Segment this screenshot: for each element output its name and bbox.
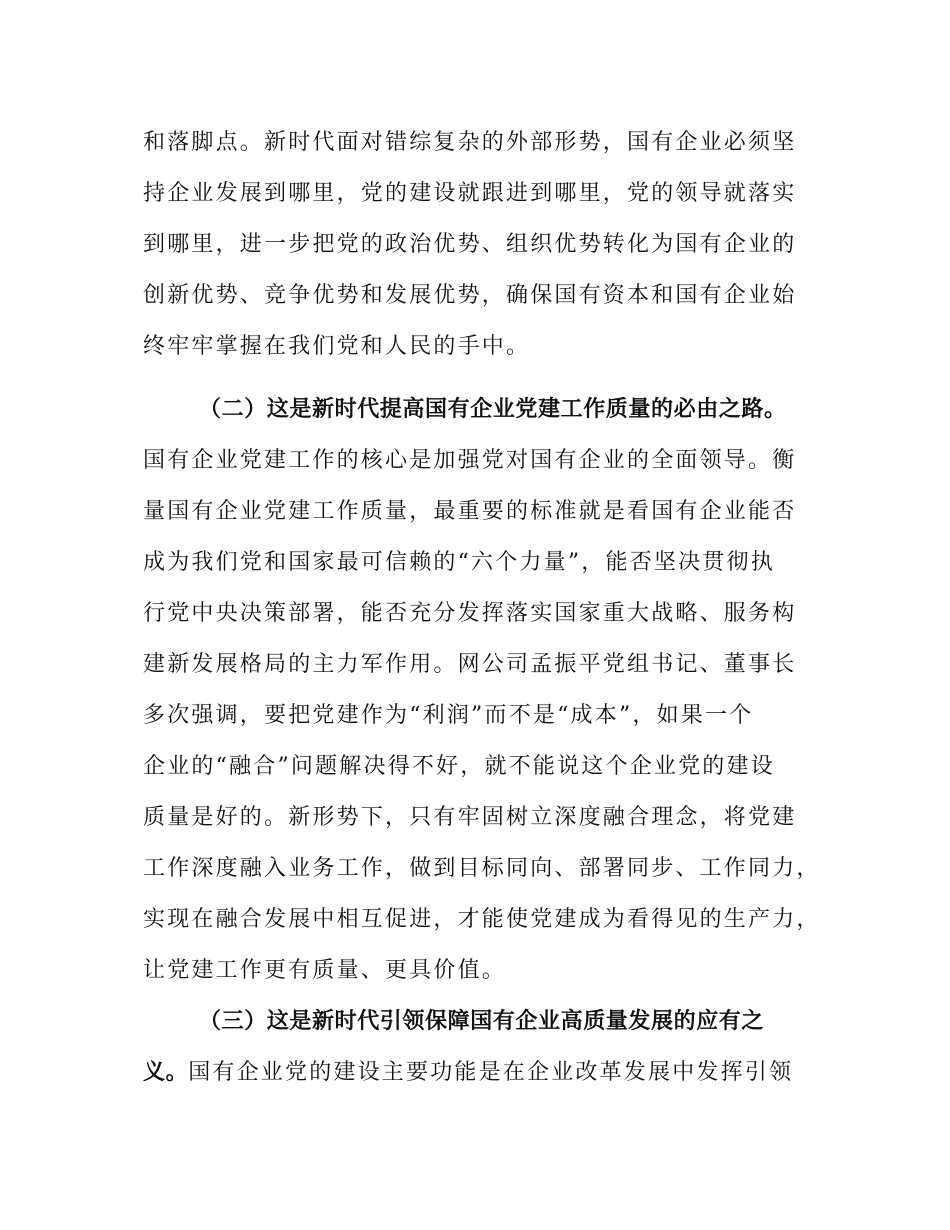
paragraph-1 bbox=[143, 117, 813, 372]
paragraph-3-line bbox=[143, 1047, 813, 1098]
paragraph-2-line: 让党建工作更有质量、更具价值。 bbox=[143, 958, 507, 983]
paragraph-2-line: 企业的“融合”问题解决得不好，就不能说这个企业党的建设 bbox=[143, 754, 775, 779]
paragraph-1-line: 持企业发展到哪里，党的建设就跟进到哪里，党的领导就落实 bbox=[143, 181, 797, 206]
section-heading-3: （三）这是新时代引领保障国有企业高质量发展的应有之 bbox=[199, 1009, 765, 1034]
paragraph-2-line: 建新发展格局的主力军作用。网公司孟振平党组书记、董事长 bbox=[143, 652, 797, 677]
section-heading-2: （二）这是新时代提高国有企业党建工作质量的必由之路。 bbox=[199, 397, 787, 422]
paragraph-2-line: 成为我们党和国家最可信赖的“六个力量”，能否坚决贯彻执 bbox=[143, 550, 775, 575]
paragraph-1-line: 到哪里，进一步把党的政治优势、组织优势转化为国有企业的 bbox=[143, 232, 797, 257]
paragraph-2-line: 质量是好的。新形势下，只有牢固树立深度融合理念，将党建 bbox=[143, 805, 797, 830]
paragraph-3 bbox=[143, 996, 813, 1098]
paragraph-2-line: 国有企业党建工作的核心是加强党对国有企业的全面领导。衡 bbox=[143, 448, 797, 473]
section-heading-3-end: 义。 bbox=[143, 1060, 189, 1085]
paragraph-1-line: 创新优势、竞争优势和发展优势，确保国有资本和国有企业始 bbox=[143, 283, 797, 308]
paragraph-2 bbox=[143, 384, 821, 996]
paragraph-1-line: 和落脚点。新时代面对错综复杂的外部形势，国有企业必须坚 bbox=[143, 130, 797, 155]
paragraph-2-line: 量国有企业党建工作质量，最重要的标准就是看国有企业能否 bbox=[143, 499, 797, 524]
paragraph-2-line: 工作深度融入业务工作，做到目标同向、部署同步、工作同力， bbox=[143, 856, 821, 881]
paragraph-2-line: 多次强调，要把党建作为“利润”而不是“成本”，如果一个 bbox=[143, 703, 754, 728]
paragraph-1-line: 终牢牢掌握在我们党和人民的手中。 bbox=[143, 334, 531, 359]
paragraph-2-line: 实现在融合发展中相互促进，才能使党建成为看得见的生产力， bbox=[143, 907, 821, 932]
paragraph-3-text: 国有企业党的建设主要功能是在企业改革发展中发挥引领 bbox=[188, 1060, 794, 1085]
paragraph-2-line: 行党中央决策部署，能否充分发挥落实国家重大战略、服务构 bbox=[143, 601, 797, 626]
